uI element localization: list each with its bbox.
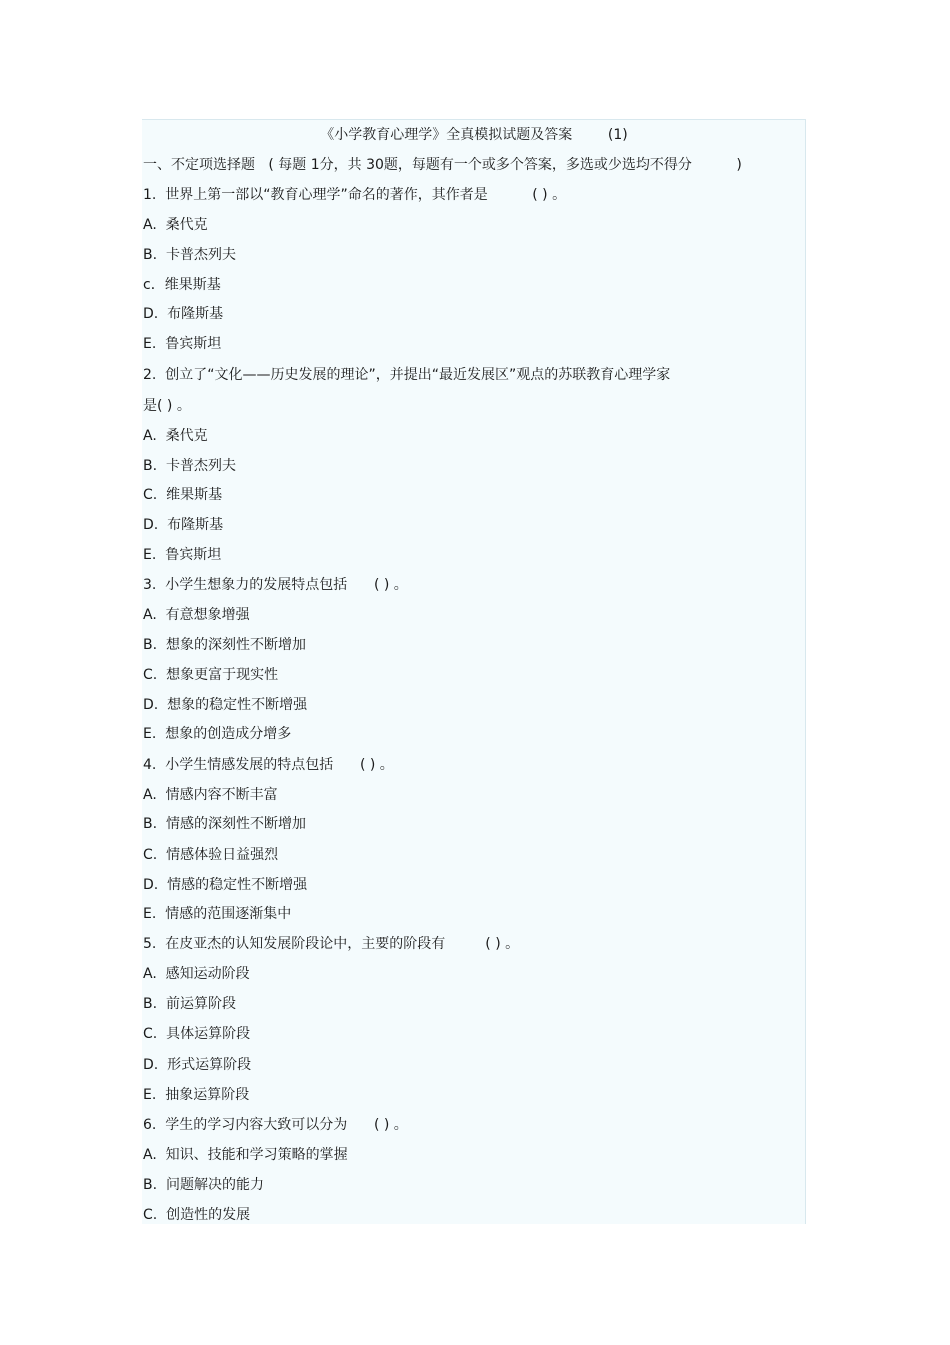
option-line: A. 有意想象增强 — [143, 607, 250, 623]
question-3: 3. 小学生想象力的发展特点包括 ( ) 。 — [143, 577, 408, 593]
section-heading: 一、不定项选择题 ( 每题 1分，共 30题，每题有一个或多个答案，多选或少选均不得分 ) — [143, 157, 742, 173]
question-6: 6. 学生的学习内容大致可以分为 ( ) 。 — [143, 1117, 408, 1133]
question-5: 5. 在皮亚杰的认知发展阶段论中，主要的阶段有 ( ) 。 — [143, 936, 520, 952]
option-line: B. 卡普杰列夫 — [143, 458, 236, 474]
option-line: A. 情感内容不断丰富 — [143, 787, 278, 803]
option-line: A. 知识、技能和学习策略的掌握 — [143, 1147, 348, 1163]
option-line: B. 前运算阶段 — [143, 996, 236, 1012]
document-title: 《小学教育心理学》全真模拟试题及答案 (1) — [320, 127, 628, 143]
option-line: E. 情感的范围逐渐集中 — [143, 906, 292, 922]
option-line: C. 具体运算阶段 — [143, 1026, 251, 1042]
option-line: D. 布隆斯基 — [143, 517, 224, 533]
question-2-cont: 是( ) 。 — [143, 398, 191, 414]
option-line: B. 情感的深刻性不断增加 — [143, 816, 306, 832]
option-line: D. 形式运算阶段 — [143, 1057, 252, 1073]
option-line: B. 问题解决的能力 — [143, 1177, 264, 1193]
document-page — [142, 119, 806, 1224]
option-line: A. 桑代克 — [143, 428, 208, 444]
option-line: B. 想象的深刻性不断增加 — [143, 637, 306, 653]
option-line: c．维果斯基 — [143, 277, 221, 293]
option-line: D. 布隆斯基 — [143, 306, 224, 322]
option-line: E. 鲁宾斯坦 — [143, 547, 222, 563]
question-1: 1. 世界上第一部以“教育心理学”命名的著作，其作者是 ( ) 。 — [143, 187, 567, 203]
option-line: A. 感知运动阶段 — [143, 966, 250, 982]
option-line: C. 创造性的发展 — [143, 1207, 251, 1223]
option-line: C. 情感体验日益强烈 — [143, 847, 279, 863]
option-line: E. 抽象运算阶段 — [143, 1087, 250, 1103]
option-line: C. 想象更富于现实性 — [143, 667, 279, 683]
question-2: 2. 创立了“文化——历史发展的理论”，并提出“最近发展区”观点的苏联教育心理学家 — [143, 367, 671, 383]
option-line: D. 想象的稳定性不断增强 — [143, 697, 308, 713]
option-line: D. 情感的稳定性不断增强 — [143, 877, 308, 893]
question-4: 4. 小学生情感发展的特点包括 ( ) 。 — [143, 757, 394, 773]
option-line: A. 桑代克 — [143, 217, 208, 233]
option-line: E. 想象的创造成分增多 — [143, 726, 292, 742]
option-line: B. 卡普杰列夫 — [143, 247, 236, 263]
option-line: C. 维果斯基 — [143, 487, 223, 503]
option-line: E. 鲁宾斯坦 — [143, 336, 222, 352]
